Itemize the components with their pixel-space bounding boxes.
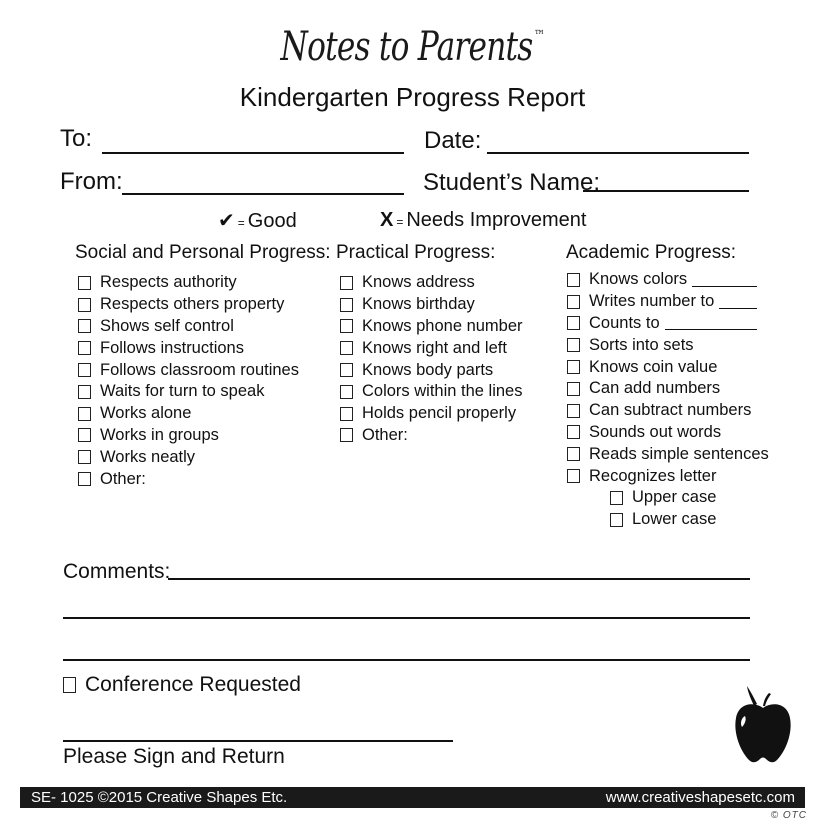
to-field[interactable] bbox=[102, 152, 404, 154]
checkbox[interactable] bbox=[78, 385, 91, 399]
checkbox[interactable] bbox=[78, 319, 91, 333]
checklist-item[interactable]: Works alone bbox=[78, 403, 299, 425]
footer-copyright: SE- 1025 ©2015 Creative Shapes Etc. bbox=[31, 789, 288, 806]
checkbox[interactable] bbox=[78, 363, 91, 377]
checkbox[interactable] bbox=[567, 360, 580, 374]
checklist-item[interactable]: Knows coin value bbox=[567, 356, 757, 378]
social-progress-heading: Social and Personal Progress: bbox=[75, 242, 331, 263]
comments-label: Comments: bbox=[63, 560, 171, 583]
brand-title bbox=[91, 24, 735, 70]
to-label: To: bbox=[60, 125, 93, 152]
checklist-item[interactable]: Counts to bbox=[567, 313, 757, 335]
checkbox[interactable] bbox=[340, 428, 353, 442]
date-label: Date: bbox=[424, 127, 482, 154]
checklist-item[interactable]: Knows right and left bbox=[340, 337, 523, 359]
from-field[interactable] bbox=[122, 193, 404, 195]
check-icon: ✔ bbox=[218, 210, 235, 232]
checkbox[interactable] bbox=[567, 425, 580, 439]
checkbox[interactable] bbox=[340, 319, 353, 333]
brand-title-text: Notes to Parents bbox=[280, 24, 533, 70]
academic-progress-list bbox=[567, 269, 769, 531]
conference-requested[interactable] bbox=[63, 673, 301, 697]
from-label: From: bbox=[60, 168, 123, 195]
checkbox[interactable] bbox=[78, 472, 91, 486]
checklist-item[interactable]: Shows self control bbox=[78, 316, 299, 338]
writes-number-blank[interactable] bbox=[719, 295, 757, 309]
checkbox[interactable] bbox=[78, 341, 91, 355]
student-name-field[interactable] bbox=[583, 190, 749, 192]
x-mark-icon: X bbox=[380, 209, 394, 231]
checklist-item[interactable]: Works in groups bbox=[78, 425, 299, 447]
checkbox[interactable] bbox=[340, 341, 353, 355]
checklist-item[interactable]: Other: bbox=[78, 468, 299, 490]
checkbox[interactable] bbox=[610, 513, 623, 527]
checklist-item[interactable]: Can subtract numbers bbox=[567, 400, 757, 422]
checklist-item[interactable]: Writes number to bbox=[567, 291, 757, 313]
checkbox[interactable] bbox=[567, 447, 580, 461]
checkbox[interactable] bbox=[567, 273, 580, 287]
checkbox[interactable] bbox=[78, 450, 91, 464]
legend-needs-improvement-label: Needs Improvement bbox=[406, 209, 587, 231]
checklist-item[interactable]: Colors within the lines bbox=[340, 381, 523, 403]
checklist-item[interactable]: Recognizes letter bbox=[567, 465, 757, 487]
academic-progress-heading: Academic Progress: bbox=[566, 242, 737, 263]
checkbox[interactable] bbox=[610, 491, 623, 505]
counts-to-blank[interactable] bbox=[665, 316, 757, 330]
comments-line-1[interactable] bbox=[168, 578, 750, 580]
practical-progress-list bbox=[340, 272, 523, 446]
trademark-symbol: ™ bbox=[534, 28, 545, 44]
legend-good: ✔ = Good bbox=[218, 210, 297, 232]
comments-line-2[interactable] bbox=[63, 617, 750, 619]
otc-watermark: © OTC bbox=[770, 810, 807, 821]
checklist-item[interactable]: Reads simple sentences bbox=[567, 443, 757, 465]
apple-icon bbox=[733, 684, 793, 766]
student-name-label: Student’s Name: bbox=[423, 169, 600, 196]
checklist-sub-item[interactable]: Lower case bbox=[567, 509, 757, 531]
checkbox[interactable] bbox=[340, 407, 353, 421]
checklist-item[interactable]: Respects authority bbox=[78, 272, 299, 294]
legend-needs-improvement: X = Needs Improvement bbox=[380, 209, 587, 231]
checklist-item[interactable]: Works neatly bbox=[78, 446, 299, 468]
legend-good-label: Good bbox=[247, 210, 297, 232]
checkbox[interactable] bbox=[78, 298, 91, 312]
checklist-item[interactable]: Sorts into sets bbox=[567, 334, 757, 356]
checkbox[interactable] bbox=[567, 316, 580, 330]
checkbox[interactable] bbox=[78, 276, 91, 290]
checklist-item[interactable]: Follows classroom routines bbox=[78, 359, 299, 381]
checkbox[interactable] bbox=[340, 276, 353, 290]
checkbox[interactable] bbox=[567, 469, 580, 483]
checklist-item[interactable]: Knows address bbox=[340, 272, 523, 294]
checklist-item[interactable]: Holds pencil properly bbox=[340, 403, 523, 425]
knows-colors-blank[interactable] bbox=[692, 273, 757, 287]
checkbox[interactable] bbox=[78, 407, 91, 421]
checklist-sub-item[interactable]: Upper case bbox=[567, 487, 757, 509]
checkbox[interactable] bbox=[567, 338, 580, 352]
footer-website-link[interactable]: www.creativeshapesetc.com bbox=[605, 789, 795, 806]
checkbox[interactable] bbox=[78, 428, 91, 442]
social-progress-list bbox=[78, 272, 299, 490]
conference-checkbox[interactable] bbox=[63, 677, 76, 693]
checklist-item[interactable]: Waits for turn to speak bbox=[78, 381, 299, 403]
checkbox[interactable] bbox=[340, 363, 353, 377]
checklist-item[interactable]: Can add numbers bbox=[567, 378, 757, 400]
checklist-item[interactable]: Knows colors bbox=[567, 269, 757, 291]
practical-progress-heading: Practical Progress: bbox=[336, 242, 496, 263]
page-subtitle: Kindergarten Progress Report bbox=[239, 82, 586, 112]
conference-label: Conference Requested bbox=[85, 673, 301, 696]
checkbox[interactable] bbox=[567, 382, 580, 396]
footer-bar bbox=[20, 787, 805, 808]
checklist-item[interactable]: Follows instructions bbox=[78, 337, 299, 359]
checklist-item[interactable]: Knows phone number bbox=[340, 316, 523, 338]
checklist-item[interactable]: Knows body parts bbox=[340, 359, 523, 381]
checklist-item[interactable]: Knows birthday bbox=[340, 294, 523, 316]
comments-line-3[interactable] bbox=[63, 659, 750, 661]
checklist-item[interactable]: Other: bbox=[340, 425, 523, 447]
date-field[interactable] bbox=[487, 152, 749, 154]
checklist-item[interactable]: Sounds out words bbox=[567, 422, 757, 444]
checkbox[interactable] bbox=[567, 295, 580, 309]
checkbox[interactable] bbox=[567, 404, 580, 418]
signature-line[interactable] bbox=[63, 740, 453, 742]
checklist-item[interactable]: Respects others property bbox=[78, 294, 299, 316]
checkbox[interactable] bbox=[340, 298, 353, 312]
signature-label: Please Sign and Return bbox=[63, 745, 285, 768]
checkbox[interactable] bbox=[340, 385, 353, 399]
